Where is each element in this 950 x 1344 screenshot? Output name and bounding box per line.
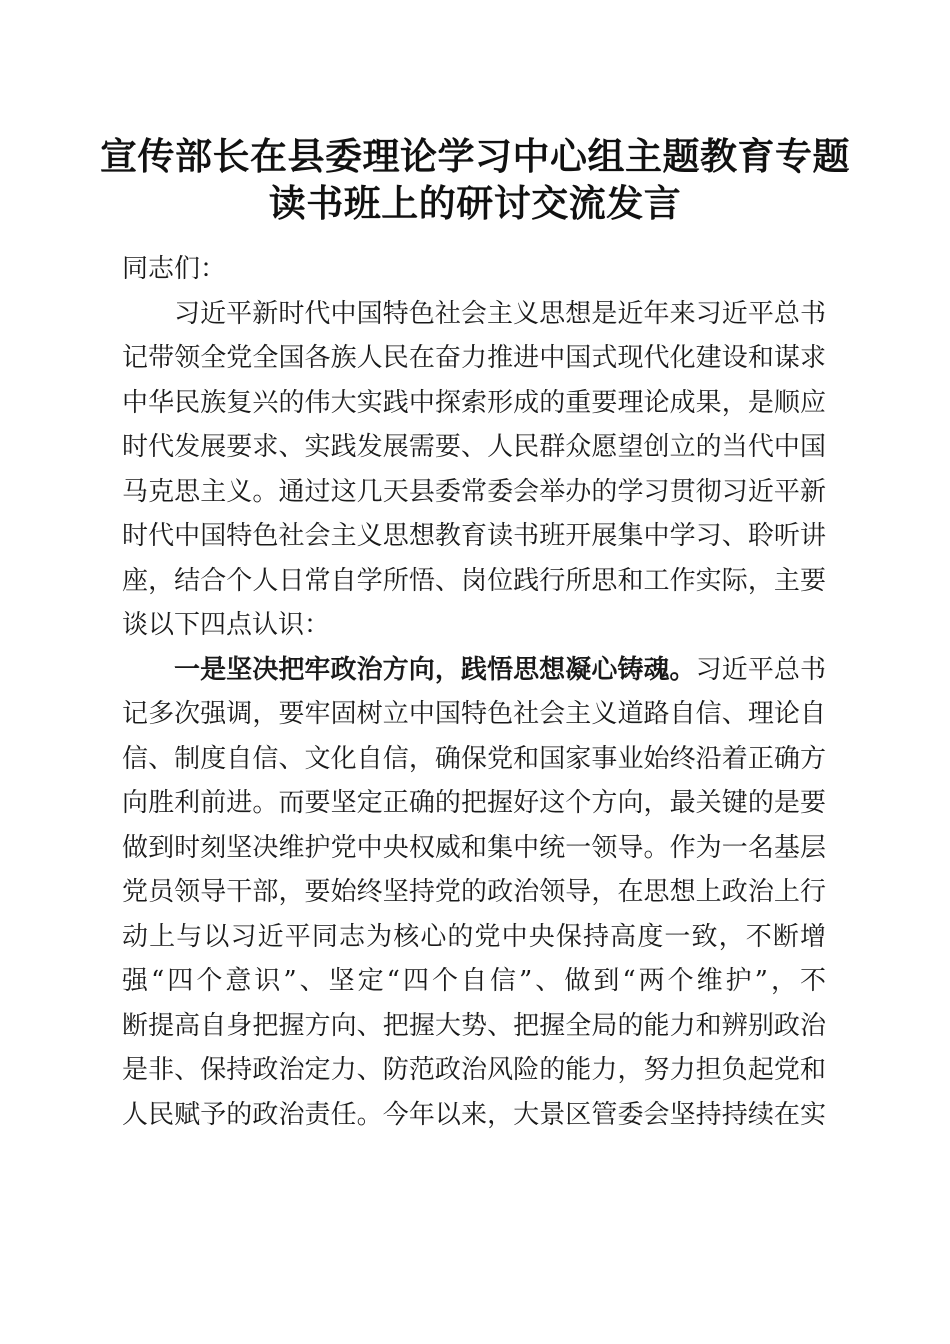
salutation: 同志们： <box>122 254 227 284</box>
paragraph-1-line: 时代发展要求、实践发展需要、人民群众愿望创立的当代中国 <box>122 432 826 462</box>
paragraph-2-line: 强“四个意识”、坚定“四个自信”、做到“两个维护”，不 <box>122 966 826 996</box>
paragraph-2-line: 动上与以习近平同志为核心的党中央保持高度一致，不断增 <box>122 921 826 952</box>
paragraph-1-line: 习近平新时代中国特色社会主义思想是近年来习近平总书 <box>174 298 826 329</box>
paragraph-2-first-tail: 习近平总书 <box>695 654 826 685</box>
document-body <box>122 247 826 1137</box>
paragraph-2-line: 信、制度自信、文化自信，确保党和国家事业始终沿着正确方 <box>122 743 826 774</box>
paragraph-2-line: 是非、保持政治定力、防范政治风险的能力，努力担负起党和 <box>122 1055 826 1085</box>
paragraph-2-heading: 一是坚决把牢政治方向，践悟思想凝心铸魂。 <box>174 654 696 685</box>
paragraph-2-first-line <box>122 648 826 693</box>
paragraph-2-line: 做到时刻坚决维护党中央权威和集中统一领导。作为一名基层 <box>122 832 826 863</box>
title-line-2: 读书班上的研讨交流发言 <box>268 181 682 225</box>
paragraph-1-line: 中华民族复兴的伟大实践中探索形成的重要理论成果，是顺应 <box>122 387 826 418</box>
paragraph-2-line: 党员领导干部，要始终坚持党的政治领导，在思想上政治上行 <box>122 877 826 907</box>
paragraph-1-line: 时代中国特色社会主义思想教育读书班开展集中学习、聆听讲 <box>122 521 826 551</box>
paragraph-1-line: 记带领全党全国各族人民在奋力推进中国式现代化建设和谋求 <box>122 343 826 373</box>
paragraph-2-line: 记多次强调，要牢固树立中国特色社会主义道路自信、理论自 <box>122 699 826 729</box>
title-line-1: 宣传部长在县委理论学习中心组主题教育专题 <box>100 134 850 178</box>
paragraph-2-line: 断提高自身把握方向、把握大势、把握全局的能力和辨别政治 <box>122 1010 826 1041</box>
paragraph-1-line: 谈以下四点认识： <box>122 610 331 640</box>
paragraph-1-line: 马克思主义。通过这几天县委常委会举办的学习贯彻习近平新 <box>122 476 826 507</box>
paragraph-2-line: 向胜利前进。而要坚定正确的把握好这个方向，最关键的是要 <box>122 788 826 818</box>
document-title <box>100 133 850 227</box>
paragraph-1-line: 座，结合个人日常自学所悟、岗位践行所思和工作实际，主要 <box>122 565 826 596</box>
paragraph-2-line: 人民赋予的政治责任。今年以来，大景区管委会坚持持续在实 <box>122 1099 826 1130</box>
